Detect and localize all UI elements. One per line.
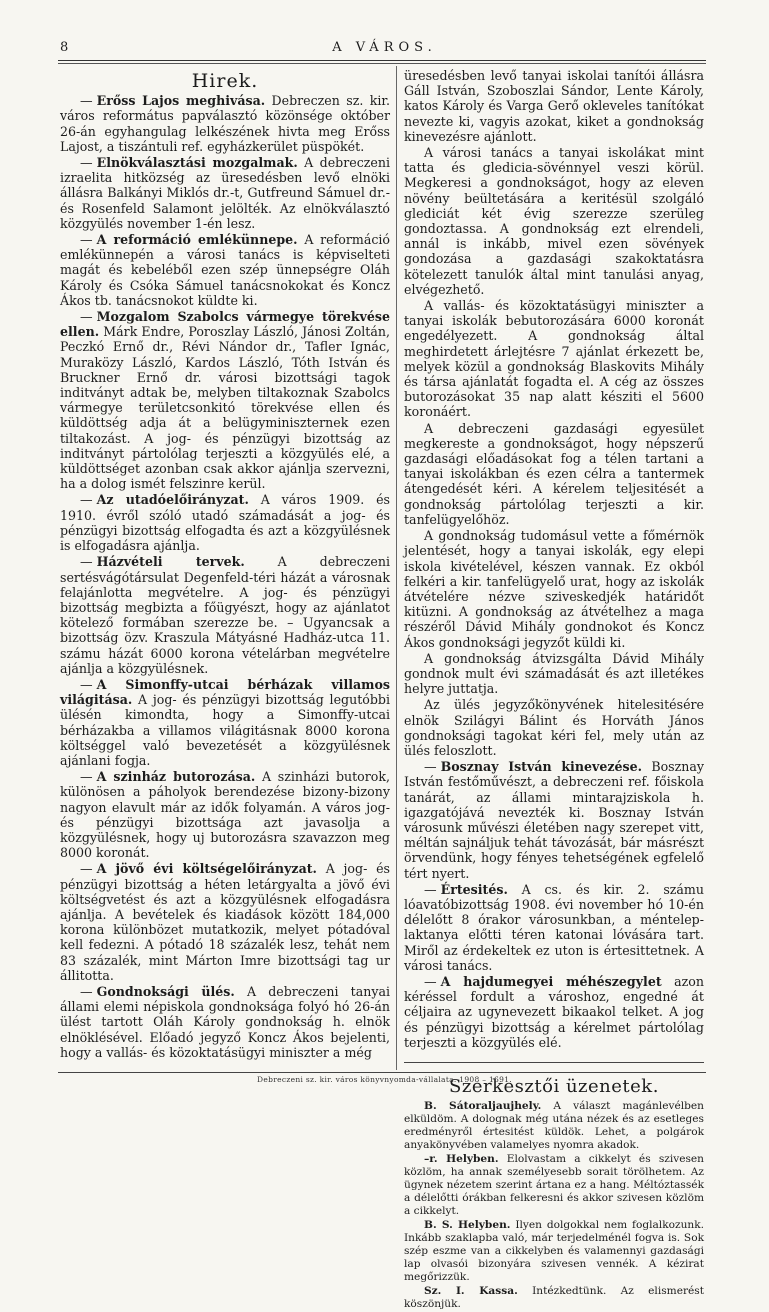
news-item	[404, 68, 704, 144]
section-title: Hirek.	[191, 70, 259, 92]
news-item	[60, 984, 390, 1060]
dash-mark: —	[80, 554, 93, 570]
news-body: A jog- és pénzügyi bizottság legutóbbi ülésén kimondta, hogy a Simonffy-utcai bérházakba a villamos világitásnak 8000 korona költséggel való bevezetését a közgyülésnek ajánlani fogja.	[60, 692, 390, 768]
right-column	[404, 68, 704, 1312]
note-addressee: –r. Helyben.	[424, 1153, 499, 1166]
editorial-note	[404, 1285, 704, 1311]
news-item	[60, 232, 390, 308]
note-body: Elolvastam a cikkelyt és szivesen közlöm, ha annak személyesebb sorait törölhetem. Az ügynek nézetem szerint ártana ez a hang. Méltóztassék a délelőtti órákban felkeresni és akkor szivesen közlöm a cikkelyt.	[404, 1153, 705, 1218]
dash-mark: —	[80, 232, 93, 248]
editorial-note	[404, 1153, 704, 1218]
news-item	[60, 309, 390, 491]
dash-mark: —	[424, 973, 437, 989]
news-item	[404, 697, 704, 758]
editorial-title: Szerkesztői üzenetek.	[449, 1076, 659, 1097]
note-body: Intézkedtünk. Az elismerést köszönjük.	[404, 1285, 704, 1311]
dash-mark: —	[80, 309, 93, 325]
masthead: A VÁROS.	[332, 40, 437, 55]
news-body: A cs. és kir. 2. számu lóavatóbizottság 1908. évi november hó 10-én délelőtt 8 órakor városunkban, a méntelep-laktanya előtti téren katonai lóvására tart. Miről az érdekeltek ez uton is értesittetnek. A városi tanács.	[404, 881, 704, 973]
dash-mark: —	[80, 983, 93, 999]
news-headline: Értesités.	[440, 881, 508, 897]
footer-rule	[58, 1072, 706, 1073]
editorial-section	[404, 1062, 704, 1311]
page-number: 8	[60, 40, 69, 55]
header-rule	[58, 60, 706, 64]
news-body: üresedésben levő tanyai iskolai tanítói állásra Gáll István, Szoboszlai Sándor, Lente Károly, katos Károly és Varga Gerő okleveles tanítókat nevezte ki, vagyis azokat, kiket a gondnokság kinevezésre ajánlott.	[404, 68, 704, 144]
news-body: Bosznay István festőművészt, a debreczeni ref. főiskola tanárát, az állami mintarajziskola h. igazgatójává nevezték ki. Bosznay István városunk művészi életében nagy szerepet vitt, méltán sajnáljuk tehát távozását, bár másrészt örvendünk, hogy fényes tehetségének egfelelő tért nyert.	[404, 759, 704, 881]
news-headline: Házvételi tervek.	[96, 554, 245, 570]
note-addressee: Sz. I. Kassa.	[424, 1285, 518, 1298]
note-body: A választ magánlevélben elküldöm. A dolognak még utána nézek és az esetleges eredményről értesitést küldök. Lehet, a polgárok anyakönyvében valamelyes nyomra akadok.	[404, 1100, 704, 1152]
dash-mark: —	[424, 759, 437, 775]
news-item	[60, 93, 390, 154]
news-headline: A szinház butorozása.	[96, 769, 256, 785]
dash-mark: —	[80, 676, 93, 692]
news-body: azon kéréssel fordult a városhoz, engedné át céljaira az ugynevezett bikaakol telket. A jog és pénzügyi bizottság a kérelmet pártolólag terjeszti a közgyülés elé.	[404, 973, 704, 1050]
dash-mark: —	[424, 881, 437, 897]
news-list	[60, 93, 390, 1060]
news-item	[60, 554, 390, 676]
news-item	[404, 974, 704, 1050]
news-item	[404, 882, 704, 973]
news-item	[60, 492, 390, 553]
news-body: A jog- és pénzügyi bizottság a héten letárgyalta a jövő évi költségvetést és azt a közgyülésnek elfogadásra ajánlja. A bevételek és kiadások között 184,000 korona különbözet mutatkozik, melyet pótadóval kell fedezni. A pótadó 18 százalék lesz, tehát nem 83 százalék, mint Márton Imre bizottsági tag ur állitotta.	[60, 861, 390, 983]
news-body: A város 1909. és 1910. évről szóló utadó számadását a jog- és pénzügyi bizottság elfogadta és azt a közgyülésnek is elfogadásra ajánlja.	[60, 492, 391, 554]
news-body: A debreczeni izraelita hitközség az üresedésben levő elnöki állásra Balkányi Miklós dr.-t, Gutfreund Sámuel dr.-és Rosenfeld Salamont jelölték. Az elnökválasztó közgyülés november 1-én lesz.	[60, 155, 390, 231]
news-headline: Elnökválasztási mozgalmak.	[96, 155, 298, 171]
printer-imprint: Debreczeni sz. kir. város könyvnyomda-vállalata. 1908 – 1691.	[257, 1075, 512, 1084]
note-body: Ilyen dolgokkal nem foglalkozunk. Inkább szaklapba való, már terjedelménél fogva is. Sok szép eszme van a cikkelyben és valamennyi gazdasági lap olvasói bizonyára szivesen vennék. A kézirat megőrizzük.	[404, 1219, 705, 1284]
editorial-note	[404, 1100, 704, 1152]
news-body: A gondnokság tudomásul vette a főmérnök jelentését, hogy a tanyai iskolák, egy elepi iskola kivételével, készen vannak. Ez okból felkéri a kir. tanfelügyelő urat, hogy az iskolák átvételére nézve sziveskedjék határidőt kitüzni. A gondnokság az átvételhez a maga részéről Dávid Mihály gondnokot és Koncz Ákos gondnoksági jegyzőt küldi ki.	[404, 528, 704, 650]
news-headline: A hajdumegyei méhészegylet	[440, 973, 662, 989]
dash-mark: —	[80, 492, 93, 508]
news-body: A városi tanács a tanyai iskolákat mint tatta és gledicia-sövénnyel veszi körül. Megkeresi a gondnokságot, hogy az eleven növény beültetására a keritésül szolgáló glediciát két évig szerezze szerüleg gondoztassa. A gondnokság ezt elrendeli, annál is inkább, mivel ezen sövények gondozása a gazdasági szakoktatásra kötelezett tanulók által mint tanulási anyag, elvégezhető.	[404, 145, 704, 297]
news-body: A gondnokság átvizsgálta Dávid Mihály gondnok mult évi számadását és azt illetékes helyre juttatja.	[404, 650, 704, 697]
news-body: A vallás- és közoktatásügyi miniszter a tanyai iskolák bebutorozására 6000 koronát engedélyezett. A gondnokság által meghirdetett árlejtésre 7 ajánlat érkezett be, melyek közül a gondnokság Blaskovits Mihály és társa ajánlatát fogadta el. A cég az összes butorozásokat 35 nap alatt késziti el 5600 koronáért.	[404, 298, 704, 420]
news-body: A reformáció emlékünnepén a városi tanács is képviselteti magát és kebeléből ezen szép ünnepségre Oláh Károly és Csóka Sámuel tanácsnokokat és Koncz Ákos tb. tanácsnokot küldte ki.	[60, 232, 390, 308]
dash-mark: —	[80, 861, 93, 877]
news-body: Márk Endre, Poroszlay László, Jánosi Zoltán, Peczkó Ernő dr., Révi Nándor dr., Tafler Ignác, Muraközy László, Kardos László, Tóth István és Bruckner Ernő dr. városi bizottsági tagok inditványt adtak be, melyben tiltakoznak Szabolcs vármegye területcsonkitó törekvése ellen és küldöttség adja át a belügyminiszternek ezen tiltakozást. A jog- és pénzügyi bizottság az inditványt pártolólag terjeszti a közgyülés elé, a küldöttséget azonban csak akkor ajánlja szervezni, ha a dolog ismét felszinre kerül.	[60, 324, 390, 492]
news-item	[404, 528, 704, 650]
news-headline: Bosznay István kinevezése.	[440, 759, 642, 775]
news-body: Az ülés jegyzőkönyvének hitelesitésére elnök Szilágyi Bálint és Horváth János gondnoksági tagokat kéri fel, mely után az ülés feloszlott.	[404, 697, 704, 758]
editorial-notes	[404, 1100, 704, 1311]
news-headline: A Simonffy-utcai bérházak villamos világitása.	[60, 676, 390, 708]
left-column	[60, 68, 390, 1061]
news-body: A debreczeni gazdasági egyesület megkereste a gondnokságot, hogy népszerű gazdasági előadásokat fog a télen tartani a tanyai iskolákban és ezen célra a tantermek átengedését kéri. A kérelem teljesitését a gondnokság pártolólag terjeszti a kir. tanfelügyelőhöz.	[404, 420, 704, 527]
news-headline: Az utadóelőirányzat.	[96, 492, 249, 508]
news-item	[404, 651, 704, 697]
news-headline: Erőss Lajos meghivása.	[96, 93, 266, 109]
news-body: A szinházi butorok, különösen a páholyok berendezése bizony-bizony nagyon elavult már az idők folyamán. A város jog- és pénzügyi bizottsága azt javasolja a közgyülésnek, hogy uj butorozásra szavazzon meg 8000 koronát.	[60, 769, 390, 861]
news-continuation	[404, 68, 704, 1050]
news-item	[60, 677, 390, 768]
news-body: A debreczeni tanyai állami elemi népiskola gondnoksága folyó hó 26-án ülést tartott Oláh Károly gondnokság h. elnök elnöklésével. Előadó jegyző Koncz Ákos bejelenti, hogy a vallás- és közoktatásügyi miniszter a még	[60, 983, 390, 1060]
news-headline: A reformáció emlékünnepe.	[96, 232, 298, 248]
news-item	[60, 861, 390, 983]
editorial-note	[404, 1219, 704, 1284]
news-item	[60, 155, 390, 231]
news-headline: Mozgalom Szabolcs vármegye törekvése ellen.	[60, 309, 390, 340]
news-item	[404, 759, 704, 881]
news-headline: Gondnoksági ülés.	[96, 983, 235, 999]
dash-mark: —	[80, 155, 93, 171]
column-divider	[396, 66, 397, 1070]
news-item	[404, 145, 704, 297]
news-body: Debreczen sz. kir. város református papválasztó közönsége október 26-án egyhangulag lelkészének hivta meg Erőss Lajost, a tiszántuli ref. egyházkerület püspökét.	[60, 93, 390, 154]
news-item	[60, 769, 390, 860]
dash-mark: —	[80, 769, 93, 785]
dash-mark: —	[80, 93, 93, 109]
note-addressee: B. S. Helyben.	[424, 1219, 511, 1232]
news-item	[404, 298, 704, 420]
news-item	[404, 421, 704, 527]
note-addressee: B. Sátoraljaujhely.	[424, 1100, 542, 1113]
news-headline: A jövő évi költségelőirányzat.	[96, 861, 317, 877]
news-body: A debreczeni sertésvágótársulat Degenfeld-téri házát a városnak felajánlotta megvételre. A jog- és pénzügyi bizottság megbizta a főügyészt, hogy az ajánlatot kötelező formában szerezze be. – Ugyancsak a bizottság özv. Kraszula Mátyásné Hadház-utca 11. számu házát 6000 korona vételárban megvételre ajánlja a közgyülésnek.	[60, 554, 390, 676]
